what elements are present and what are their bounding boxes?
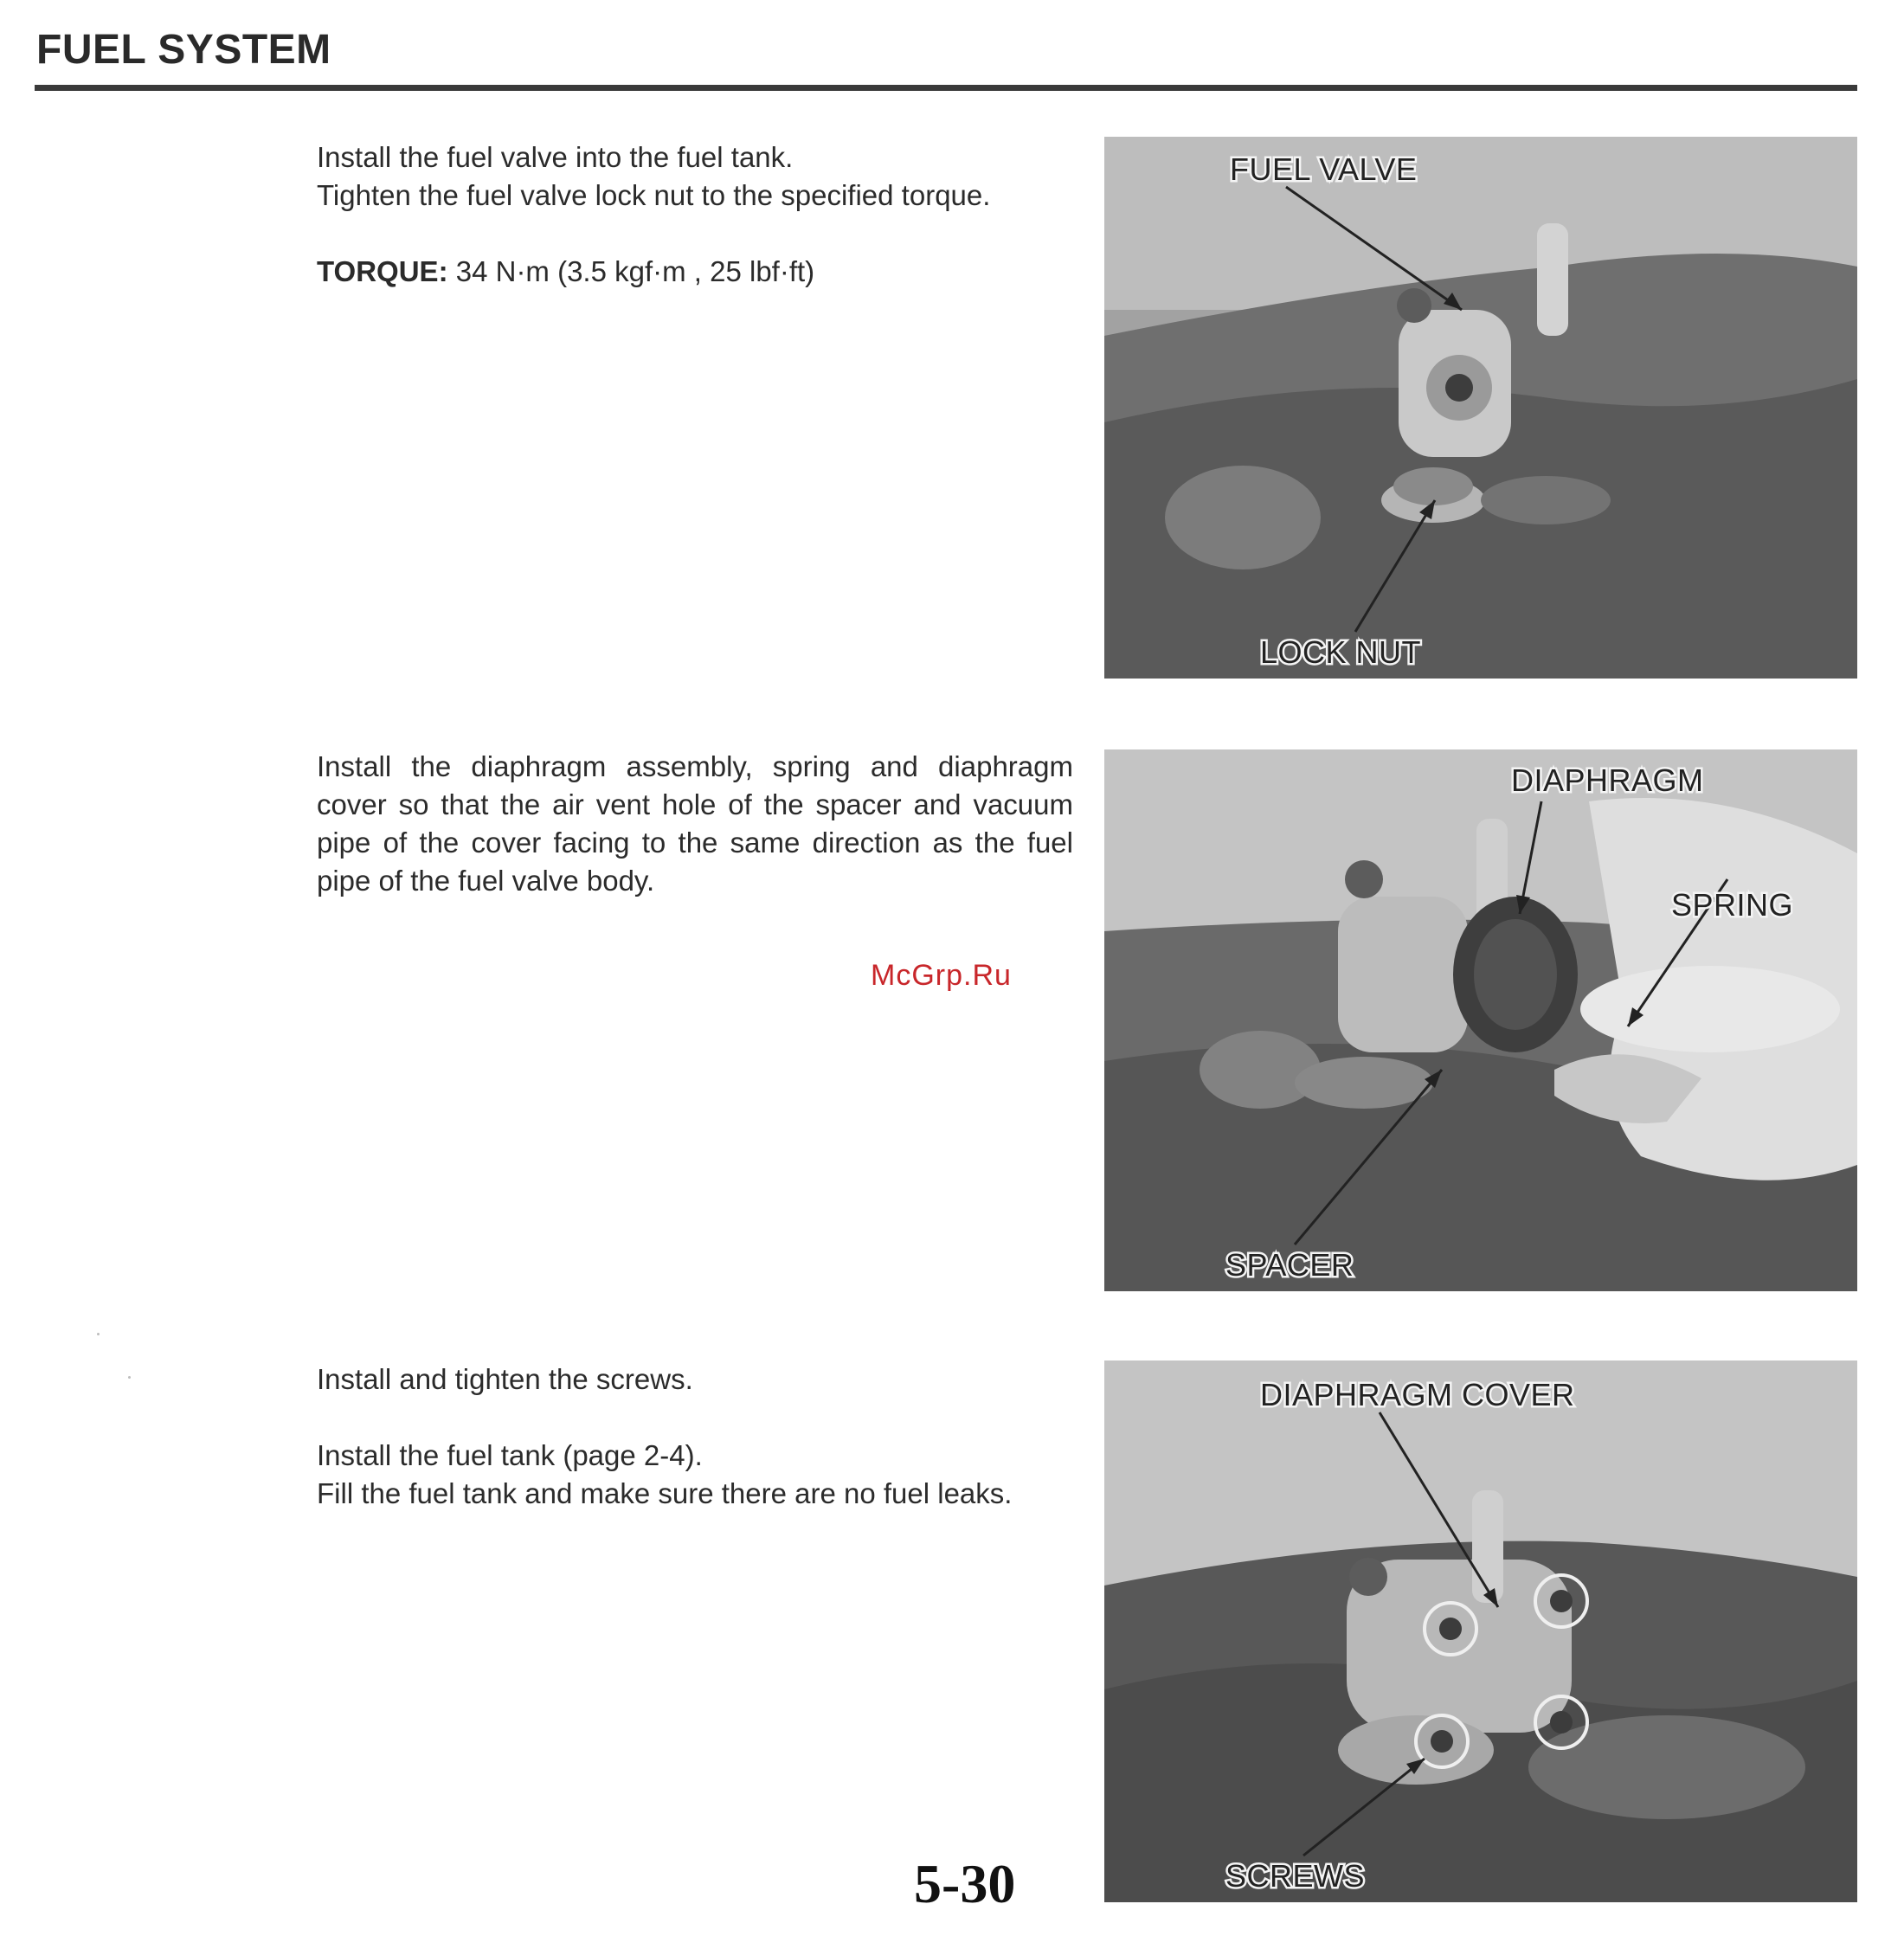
callout-diaphragm-cover: DIAPHRAGM COVER xyxy=(1260,1377,1575,1412)
photo-fuel-valve xyxy=(1104,137,1857,679)
section-title: FUEL SYSTEM xyxy=(36,27,331,73)
torque-spec xyxy=(317,253,1073,291)
scan-speck xyxy=(128,1376,131,1379)
watermark: McGrp.Ru xyxy=(871,959,1012,992)
step-3-line-2: Install the fuel tank (page 2-4). xyxy=(317,1439,703,1471)
callout-screws: SCREWS xyxy=(1225,1858,1366,1894)
torque-label: TORQUE: xyxy=(317,255,448,287)
photo-diaphragm-cover xyxy=(1104,1360,1857,1902)
step-2-text xyxy=(317,748,1073,900)
callout-fuel-valve: FUEL VALVE xyxy=(1230,151,1418,187)
step-3-line-1: Install and tighten the screws. xyxy=(317,1363,693,1395)
page-number: 5-30 xyxy=(914,1853,1016,1914)
step-3-line-3: Fill the fuel tank and make sure there are no fuel leaks. xyxy=(317,1477,1013,1509)
step-1-line-1: Install the fuel valve into the fuel tank. xyxy=(317,141,794,173)
step-2-paragraph: Install the diaphragm assembly, spring and diaphragm cover so that the air vent hole of the spacer and vacuum pipe of the cover facing to the same direction as the fuel pipe of the fuel valve body. xyxy=(317,750,1073,897)
callout-spacer: SPACER xyxy=(1225,1247,1354,1283)
header-rule xyxy=(35,85,1857,91)
step-1-line-2: Tighten the fuel valve lock nut to the specified torque. xyxy=(317,179,991,211)
scan-speck xyxy=(97,1333,100,1335)
callout-diaphragm: DIAPHRAGM xyxy=(1511,762,1704,798)
torque-value: 34 N·m (3.5 kgf·m , 25 lbf·ft) xyxy=(455,255,815,287)
callout-spring: SPRING xyxy=(1671,887,1794,923)
step-1-text xyxy=(317,138,1073,291)
callout-lock-nut: LOCK NUT xyxy=(1260,634,1422,670)
photo-diaphragm xyxy=(1104,749,1857,1291)
step-3-text xyxy=(317,1360,1073,1513)
